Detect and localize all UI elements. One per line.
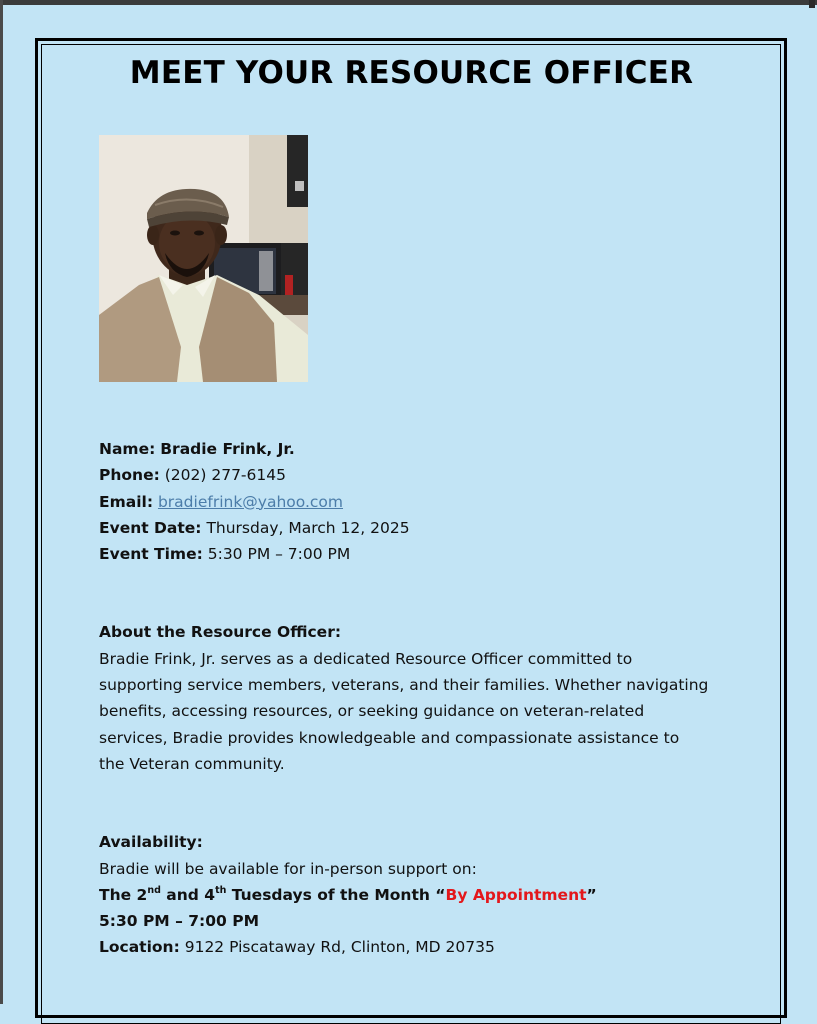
availability-intro: Bradie will be available for in-person support on: bbox=[99, 859, 477, 878]
about-line: benefits, accessing resources, or seeking guidance on veteran-related bbox=[99, 702, 645, 721]
officer-portrait-image bbox=[99, 135, 308, 382]
content-body bbox=[99, 436, 739, 961]
availability-heading: Availability: bbox=[99, 833, 203, 852]
schedule-suffix: Tuesdays of the Month “ bbox=[226, 885, 446, 904]
about-line: the Veteran community. bbox=[99, 754, 285, 773]
schedule-ordinal-nd: nd bbox=[147, 884, 161, 896]
schedule-ordinal-th: th bbox=[215, 884, 227, 896]
event-date-row bbox=[99, 515, 739, 541]
availability-schedule bbox=[99, 882, 739, 908]
location-value: 9122 Piscataway Rd, Clinton, MD 20735 bbox=[184, 938, 495, 957]
by-appointment-highlight: By Appointment bbox=[445, 885, 587, 904]
page-title: MEET YOUR RESOURCE OFFICER bbox=[129, 55, 694, 91]
email-label: Email: bbox=[99, 492, 154, 511]
schedule-prefix: The 2 bbox=[99, 885, 148, 904]
about-heading: About the Resource Officer: bbox=[99, 623, 342, 642]
about-section bbox=[99, 619, 739, 777]
schedule-close-quote: ” bbox=[586, 885, 597, 904]
about-line: supporting service members, veterans, and their families. Whether navigating bbox=[99, 676, 709, 695]
location-row bbox=[99, 934, 739, 960]
about-line: Bradie Frink, Jr. serves as a dedicated Resource Officer committed to bbox=[99, 649, 633, 668]
location-label: Location: bbox=[99, 938, 180, 957]
officer-photo bbox=[99, 135, 308, 382]
event-time-label: Event Time: bbox=[99, 545, 203, 564]
window-top-edge bbox=[0, 0, 817, 5]
availability-time: 5:30 PM – 7:00 PM bbox=[99, 912, 260, 931]
about-line: services, Bradie provides knowledgeable and compassionate assistance to bbox=[99, 728, 680, 747]
phone-label: Phone: bbox=[99, 466, 160, 485]
window-corner-mark bbox=[809, 0, 815, 8]
availability-section bbox=[99, 829, 739, 960]
phone-value: (202) 277-6145 bbox=[164, 466, 286, 485]
event-time-row bbox=[99, 541, 739, 567]
event-date-value: Thursday, March 12, 2025 bbox=[206, 518, 410, 537]
schedule-mid: and 4 bbox=[160, 885, 216, 904]
event-date-label: Event Date: bbox=[99, 518, 202, 537]
name-label: Name: bbox=[99, 440, 156, 458]
window-left-edge bbox=[0, 0, 3, 1004]
name-value: Bradie Frink, Jr. bbox=[160, 440, 295, 458]
email-link[interactable]: bradiefrink@yahoo.com bbox=[157, 492, 344, 511]
event-time-value: 5:30 PM – 7:00 PM bbox=[207, 545, 351, 564]
name-row bbox=[99, 436, 739, 462]
phone-row bbox=[99, 462, 739, 488]
email-row bbox=[99, 489, 739, 515]
